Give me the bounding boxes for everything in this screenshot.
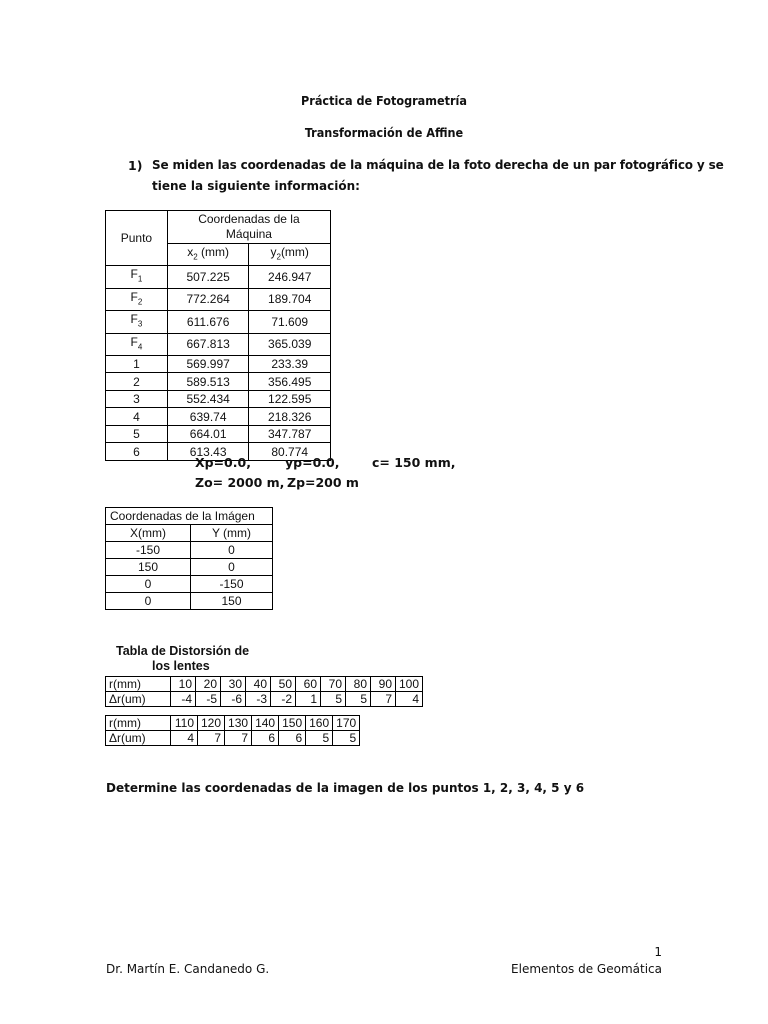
cell-y: 189.704 (249, 288, 331, 310)
cell-dr: 5 (321, 692, 346, 707)
image-table-header: Coordenadas de la Imágen (106, 508, 273, 525)
cell-point: 1 (106, 355, 168, 373)
image-coordinates-table (105, 507, 273, 610)
cell-dr: 5 (306, 731, 333, 746)
cell-point: 2 (106, 373, 168, 391)
cell-y: 150 (191, 593, 273, 610)
cell-x: 664.01 (167, 425, 249, 443)
param-yp: yp=0.0, (285, 455, 340, 470)
param-xp: Xp=0.0, (195, 455, 251, 470)
table-row (106, 425, 331, 443)
machine-coordinates-table (105, 210, 331, 461)
cell-dr: 5 (333, 731, 360, 746)
distortion-table-2 (105, 715, 360, 746)
cell-x: 589.513 (167, 373, 249, 391)
document-title: Práctica de Fotogrametría (301, 93, 467, 108)
table-row (106, 373, 331, 391)
cell-point: $F_2$ (106, 288, 168, 310)
cell-y: 347.787 (249, 425, 331, 443)
footer-course: Elementos de Geomática (511, 962, 662, 976)
cell-r: 50 (271, 677, 296, 692)
cell-x: 569.997 (167, 355, 249, 373)
table-row (106, 576, 273, 593)
table-row (106, 559, 273, 576)
param-c: c= 150 mm, (372, 455, 456, 470)
cell-x: 552.434 (167, 390, 249, 408)
cell-x: 0 (106, 593, 191, 610)
cell-r: 150 (279, 716, 306, 731)
cell-r: 160 (306, 716, 333, 731)
table-row (106, 408, 331, 426)
col-header-y: $y_2(mm)$ (249, 244, 331, 266)
param-zo: Zo= 2000 m, (195, 475, 285, 490)
cell-r: 100 (396, 677, 423, 692)
cell-y: 122.595 (249, 390, 331, 408)
cell-r: 30 (221, 677, 246, 692)
cell-y: 0 (191, 559, 273, 576)
cell-y: -150 (191, 576, 273, 593)
table-row (106, 266, 331, 288)
cell-r: 110 (171, 716, 198, 731)
cell-point: 3 (106, 390, 168, 408)
cell-r: 20 (196, 677, 221, 692)
distortion-table-1 (105, 676, 423, 707)
row-label-r: r(mm) (106, 716, 171, 731)
cell-r: 40 (246, 677, 271, 692)
cell-dr: 6 (279, 731, 306, 746)
cell-dr: 1 (296, 692, 321, 707)
cell-dr: 7 (371, 692, 396, 707)
row-label-dr: Δr(um) (106, 692, 171, 707)
cell-r: 140 (252, 716, 279, 731)
table-row (106, 355, 331, 373)
cell-r: 170 (333, 716, 360, 731)
cell-dr: 7 (198, 731, 225, 746)
cell-dr: 4 (396, 692, 423, 707)
table-row (106, 593, 273, 610)
cell-r: 120 (198, 716, 225, 731)
row-label-dr: Δr(um) (106, 731, 171, 746)
cell-y: 233.39 (249, 355, 331, 373)
problem-line-1: Se miden las coordenadas de la máquina de la foto derecha de un par fotográfico y se (152, 158, 724, 172)
cell-x: 772.264 (167, 288, 249, 310)
cell-x: 667.813 (167, 333, 249, 355)
cell-dr: -2 (271, 692, 296, 707)
cell-point: 4 (106, 408, 168, 426)
footer-author: Dr. Martín E. Candanedo G. (106, 962, 270, 976)
cell-point: $F_4$ (106, 333, 168, 355)
cell-point: 6 (106, 443, 168, 461)
table-row (106, 542, 273, 559)
cell-y: 218.326 (249, 408, 331, 426)
cell-y: 365.039 (249, 333, 331, 355)
cell-dr: -4 (171, 692, 196, 707)
question-text: Determine las coordenadas de la imagen de los puntos 1, 2, 3, 4, 5 y 6 (106, 781, 585, 795)
cell-y: 71.609 (249, 311, 331, 333)
cell-dr: 4 (171, 731, 198, 746)
cell-r: 130 (225, 716, 252, 731)
cell-dr: -5 (196, 692, 221, 707)
cell-dr: 5 (346, 692, 371, 707)
cell-y: 80.774 (249, 443, 331, 461)
cell-y: 0 (191, 542, 273, 559)
page-number: 1 (654, 945, 662, 959)
col-header-point: Punto (106, 211, 168, 266)
distortion-title-line-2: los lentes (152, 659, 210, 673)
cell-x: 0 (106, 576, 191, 593)
cell-y: 246.947 (249, 266, 331, 288)
cell-x: 613.43 (167, 443, 249, 461)
cell-dr: -6 (221, 692, 246, 707)
cell-point: $F_3$ (106, 311, 168, 333)
row-label-r: r(mm) (106, 677, 171, 692)
problem-number: 1) (128, 158, 143, 173)
param-zp: Zp=200 m (287, 475, 359, 490)
col-header-y: Y (mm) (191, 525, 273, 542)
cell-r: 90 (371, 677, 396, 692)
cell-y: 356.495 (249, 373, 331, 391)
table-row (106, 333, 331, 355)
cell-point: $F_1$ (106, 266, 168, 288)
problem-line-2: tiene la siguiente información: (152, 179, 360, 193)
distortion-title-line-1: Tabla de Distorsión de (116, 644, 250, 658)
document-subtitle: Transformación de Affine (304, 125, 464, 140)
col-header-group: Coordenadas de la Máquina (167, 211, 330, 244)
cell-r: 60 (296, 677, 321, 692)
cell-r: 70 (321, 677, 346, 692)
cell-x: 639.74 (167, 408, 249, 426)
cell-r: 80 (346, 677, 371, 692)
cell-dr: 7 (225, 731, 252, 746)
table-row (106, 288, 331, 310)
cell-x: -150 (106, 542, 191, 559)
cell-point: 5 (106, 425, 168, 443)
cell-dr: -3 (246, 692, 271, 707)
cell-x: 150 (106, 559, 191, 576)
col-header-x: $x_2$ (mm) (167, 244, 249, 266)
cell-x: 507.225 (167, 266, 249, 288)
table-row (106, 390, 331, 408)
cell-x: 611.676 (167, 311, 249, 333)
cell-dr: 6 (252, 731, 279, 746)
cell-r: 10 (171, 677, 196, 692)
table-row (106, 311, 331, 333)
col-header-x: X(mm) (106, 525, 191, 542)
